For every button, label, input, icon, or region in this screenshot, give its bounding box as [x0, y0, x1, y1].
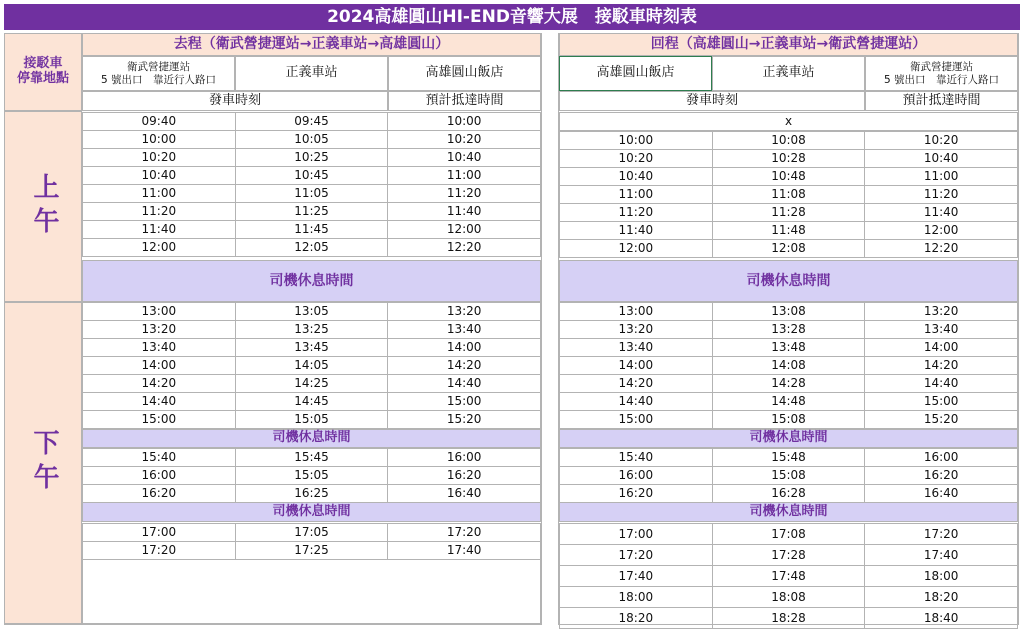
- departure-time-cell: 17:48: [712, 566, 865, 587]
- table-row: [83, 239, 541, 257]
- table-row: [83, 357, 541, 375]
- departure-time-cell: 12:00: [560, 240, 713, 258]
- departure-time-cell: 11:48: [712, 222, 865, 240]
- arrival-time-cell: 17:20: [865, 524, 1018, 545]
- departure-time-cell: 10:05: [235, 131, 388, 149]
- departure-time-cell: 10:40: [560, 168, 713, 186]
- inbound-first-row: x: [559, 112, 1018, 131]
- departure-time-cell: 15:40: [83, 449, 236, 467]
- inbound-stop-1: 高雄圓山飯店: [559, 56, 712, 91]
- departure-time-cell: 11:05: [235, 185, 388, 203]
- arrival-time-cell: 16:20: [388, 467, 541, 485]
- arrival-time-cell: 11:20: [388, 185, 541, 203]
- departure-time-cell: 11:28: [712, 204, 865, 222]
- arrival-time-cell: 16:00: [388, 449, 541, 467]
- departure-time-cell: 11:00: [560, 186, 713, 204]
- outbound-stop-3: 高雄圓山飯店: [388, 56, 541, 91]
- page-title: 2024高雄圓山HI-END音響大展 接駁車時刻表: [4, 4, 1020, 30]
- arrival-time-cell: 12:20: [865, 240, 1018, 258]
- departure-time-cell: 11:00: [83, 185, 236, 203]
- arrival-time-cell: 11:40: [865, 204, 1018, 222]
- arrival-time-cell: 14:00: [388, 339, 541, 357]
- departure-time-cell: 10:20: [83, 149, 236, 167]
- departure-time-cell: 13:40: [83, 339, 236, 357]
- table-row: [560, 132, 1018, 150]
- departure-time-cell: 13:20: [83, 321, 236, 339]
- departure-time-cell: 10:40: [83, 167, 236, 185]
- departure-time-cell: 14:40: [83, 393, 236, 411]
- departure-time-cell: 13:08: [712, 303, 865, 321]
- arrival-time-cell: 14:00: [865, 339, 1018, 357]
- departure-time-cell: 13:20: [560, 321, 713, 339]
- stop-location-text: 接駁車 停靠地點: [16, 56, 69, 86]
- departure-time-cell: 17:25: [235, 542, 388, 560]
- table-row: [83, 467, 541, 485]
- table-row: [560, 168, 1018, 186]
- arrival-time-cell: 15:20: [388, 411, 541, 429]
- departure-time-cell: 09:40: [83, 113, 236, 131]
- inbound-morning-table: [559, 131, 1018, 258]
- time-table: [559, 302, 1018, 429]
- inbound-direction: 回程（高雄圓山→正義車站→衛武營捷運站）: [559, 33, 1018, 56]
- outbound-afternoon-table-3: [82, 523, 541, 560]
- arrival-time-cell: 14:20: [865, 357, 1018, 375]
- arrival-time-cell: 15:20: [865, 411, 1018, 429]
- departure-time-cell: 16:20: [83, 485, 236, 503]
- outbound-break-3: 司機休息時間: [82, 502, 541, 522]
- departure-time-cell: 14:05: [235, 357, 388, 375]
- time-table: [559, 131, 1018, 258]
- departure-time-cell: 12:05: [235, 239, 388, 257]
- departure-time-cell: 11:40: [560, 222, 713, 240]
- section-morning-label: 上午: [28, 172, 59, 241]
- table-row: [560, 339, 1018, 357]
- table-row: [560, 467, 1018, 485]
- departure-time-cell: 11:20: [560, 204, 713, 222]
- table-row: [83, 113, 541, 131]
- departure-time-cell: 10:25: [235, 149, 388, 167]
- departure-time-cell: 16:25: [235, 485, 388, 503]
- table-row: [83, 542, 541, 560]
- table-row: [560, 222, 1018, 240]
- arrival-time-cell: 17:20: [388, 524, 541, 542]
- departure-time-cell: 15:40: [560, 449, 713, 467]
- outbound-stop-1: [82, 56, 235, 91]
- time-table: [559, 523, 1018, 629]
- table-row: [83, 185, 541, 203]
- inbound-stop-3-name: 衛武營捷運站: [910, 61, 973, 74]
- outbound-empty-area: [82, 559, 541, 624]
- departure-time-cell: 14:20: [83, 375, 236, 393]
- inbound-stop-3-detail: 5 號出口 靠近行人路口: [883, 73, 1000, 86]
- departure-time-cell: 18:28: [712, 608, 865, 629]
- outbound-afternoon-table-1: [82, 302, 541, 429]
- table-row: [83, 411, 541, 429]
- table-row: [560, 587, 1018, 608]
- table-row: [83, 393, 541, 411]
- arrival-time-cell: 16:40: [865, 485, 1018, 503]
- outbound-stop-1-name: 衛武營捷運站: [127, 61, 190, 74]
- arrival-time-cell: 13:20: [865, 303, 1018, 321]
- outbound-depart-label: 發車時刻: [82, 91, 388, 111]
- departure-time-cell: 13:45: [235, 339, 388, 357]
- arrival-time-cell: 11:00: [388, 167, 541, 185]
- table-row: [560, 393, 1018, 411]
- departure-time-cell: 15:05: [235, 411, 388, 429]
- arrival-time-cell: 16:20: [865, 467, 1018, 485]
- departure-time-cell: 16:00: [83, 467, 236, 485]
- departure-time-cell: 14:08: [712, 357, 865, 375]
- time-table: [82, 302, 541, 429]
- arrival-time-cell: 14:40: [388, 375, 541, 393]
- table-row: [83, 375, 541, 393]
- departure-time-cell: 10:28: [712, 150, 865, 168]
- table-row: [560, 449, 1018, 467]
- departure-time-cell: 14:25: [235, 375, 388, 393]
- departure-time-cell: 17:00: [560, 524, 713, 545]
- arrival-time-cell: 12:00: [865, 222, 1018, 240]
- departure-time-cell: 14:20: [560, 375, 713, 393]
- departure-time-cell: 10:00: [83, 131, 236, 149]
- outbound-stop-1-detail: 5 號出口 靠近行人路口: [100, 73, 217, 86]
- table-row: [560, 357, 1018, 375]
- departure-time-cell: 13:05: [235, 303, 388, 321]
- outbound-stop-2: 正義車站: [235, 56, 388, 91]
- departure-time-cell: 15:48: [712, 449, 865, 467]
- inbound-break-2: 司機休息時間: [559, 429, 1018, 448]
- departure-time-cell: 14:40: [560, 393, 713, 411]
- table-row: [83, 449, 541, 467]
- arrival-time-cell: 10:00: [388, 113, 541, 131]
- departure-time-cell: 18:08: [712, 587, 865, 608]
- table-row: [560, 303, 1018, 321]
- outbound-direction: 去程（衛武營捷運站→正義車站→高雄圓山）: [82, 33, 541, 56]
- outbound-break-2: 司機休息時間: [82, 429, 541, 448]
- departure-time-cell: 12:08: [712, 240, 865, 258]
- table-row: [83, 303, 541, 321]
- departure-time-cell: 11:40: [83, 221, 236, 239]
- time-table: [559, 448, 1018, 503]
- time-table: [82, 448, 541, 503]
- inbound-depart-label: 發車時刻: [559, 91, 865, 111]
- section-morning: [4, 111, 82, 302]
- stop-location-label: [4, 33, 82, 111]
- table-row: [560, 524, 1018, 545]
- departure-time-cell: 14:28: [712, 375, 865, 393]
- arrival-time-cell: 11:20: [865, 186, 1018, 204]
- inbound-afternoon-table-2: [559, 448, 1018, 503]
- outbound-break-1: 司機休息時間: [82, 260, 541, 302]
- departure-time-cell: 13:00: [560, 303, 713, 321]
- table-row: [560, 411, 1018, 429]
- arrival-time-cell: 14:40: [865, 375, 1018, 393]
- departure-time-cell: 15:00: [560, 411, 713, 429]
- departure-time-cell: 18:20: [560, 608, 713, 629]
- departure-time-cell: 16:00: [560, 467, 713, 485]
- outbound-morning-table: [82, 112, 541, 257]
- departure-time-cell: 14:45: [235, 393, 388, 411]
- departure-time-cell: 14:00: [560, 357, 713, 375]
- departure-time-cell: 17:20: [560, 545, 713, 566]
- inbound-stop-3: [865, 56, 1018, 91]
- departure-time-cell: 14:48: [712, 393, 865, 411]
- table-row: [560, 240, 1018, 258]
- arrival-time-cell: 11:00: [865, 168, 1018, 186]
- table-row: [560, 608, 1018, 629]
- table-row: [560, 485, 1018, 503]
- arrival-time-cell: 12:20: [388, 239, 541, 257]
- arrival-time-cell: 18:00: [865, 566, 1018, 587]
- table-row: [83, 321, 541, 339]
- departure-time-cell: 13:25: [235, 321, 388, 339]
- arrival-time-cell: 18:20: [865, 587, 1018, 608]
- arrival-time-cell: 17:40: [865, 545, 1018, 566]
- departure-time-cell: 17:40: [560, 566, 713, 587]
- table-row: [83, 485, 541, 503]
- departure-time-cell: 17:28: [712, 545, 865, 566]
- inbound-afternoon-table-3: [559, 523, 1018, 629]
- table-row: [83, 131, 541, 149]
- departure-time-cell: 10:08: [712, 132, 865, 150]
- arrival-time-cell: 13:40: [865, 321, 1018, 339]
- outbound-arrive-label: 預計抵達時間: [388, 91, 541, 111]
- arrival-time-cell: 16:40: [388, 485, 541, 503]
- table-row: [560, 150, 1018, 168]
- table-row: [560, 566, 1018, 587]
- time-table: [82, 523, 541, 560]
- table-row: [560, 186, 1018, 204]
- table-row: [560, 204, 1018, 222]
- departure-time-cell: 17:00: [83, 524, 236, 542]
- departure-time-cell: 15:00: [83, 411, 236, 429]
- departure-time-cell: 10:20: [560, 150, 713, 168]
- arrival-time-cell: 10:20: [388, 131, 541, 149]
- arrival-time-cell: 13:20: [388, 303, 541, 321]
- arrival-time-cell: 13:40: [388, 321, 541, 339]
- departure-time-cell: 11:20: [83, 203, 236, 221]
- arrival-time-cell: 16:00: [865, 449, 1018, 467]
- departure-time-cell: 13:40: [560, 339, 713, 357]
- arrival-time-cell: 14:20: [388, 357, 541, 375]
- departure-time-cell: 13:28: [712, 321, 865, 339]
- section-afternoon-label: 下午: [28, 429, 59, 497]
- departure-time-cell: 13:48: [712, 339, 865, 357]
- outbound-afternoon-table-2: [82, 448, 541, 503]
- departure-time-cell: 17:20: [83, 542, 236, 560]
- table-row: [560, 321, 1018, 339]
- departure-time-cell: 10:00: [560, 132, 713, 150]
- departure-time-cell: 10:45: [235, 167, 388, 185]
- departure-time-cell: 17:08: [712, 524, 865, 545]
- arrival-time-cell: 17:40: [388, 542, 541, 560]
- departure-time-cell: 15:05: [235, 467, 388, 485]
- departure-time-cell: 15:45: [235, 449, 388, 467]
- section-afternoon: [4, 302, 82, 624]
- arrival-time-cell: 15:00: [388, 393, 541, 411]
- departure-time-cell: 11:08: [712, 186, 865, 204]
- departure-time-cell: 11:45: [235, 221, 388, 239]
- inbound-arrive-label: 預計抵達時間: [865, 91, 1018, 111]
- arrival-time-cell: 10:40: [388, 149, 541, 167]
- inbound-break-3: 司機休息時間: [559, 502, 1018, 522]
- arrival-time-cell: 10:40: [865, 150, 1018, 168]
- time-table: [82, 112, 541, 257]
- departure-time-cell: 14:00: [83, 357, 236, 375]
- departure-time-cell: 18:00: [560, 587, 713, 608]
- table-row: [560, 545, 1018, 566]
- table-row: [560, 375, 1018, 393]
- departure-time-cell: 17:05: [235, 524, 388, 542]
- departure-time-cell: 13:00: [83, 303, 236, 321]
- inbound-stop-2: 正義車站: [712, 56, 865, 91]
- table-row: [83, 339, 541, 357]
- departure-time-cell: 09:45: [235, 113, 388, 131]
- departure-time-cell: 16:28: [712, 485, 865, 503]
- departure-time-cell: 10:48: [712, 168, 865, 186]
- table-row: [83, 221, 541, 239]
- departure-time-cell: 12:00: [83, 239, 236, 257]
- departure-time-cell: 11:25: [235, 203, 388, 221]
- inbound-break-1: 司機休息時間: [559, 260, 1018, 302]
- arrival-time-cell: 15:00: [865, 393, 1018, 411]
- table-row: [83, 203, 541, 221]
- arrival-time-cell: 12:00: [388, 221, 541, 239]
- table-row: [83, 149, 541, 167]
- departure-time-cell: 15:08: [712, 411, 865, 429]
- arrival-time-cell: 18:40: [865, 608, 1018, 629]
- table-row: [83, 167, 541, 185]
- table-row: [83, 524, 541, 542]
- arrival-time-cell: 11:40: [388, 203, 541, 221]
- departure-time-cell: 15:08: [712, 467, 865, 485]
- arrival-time-cell: 10:20: [865, 132, 1018, 150]
- departure-time-cell: 16:20: [560, 485, 713, 503]
- inbound-afternoon-table-1: [559, 302, 1018, 429]
